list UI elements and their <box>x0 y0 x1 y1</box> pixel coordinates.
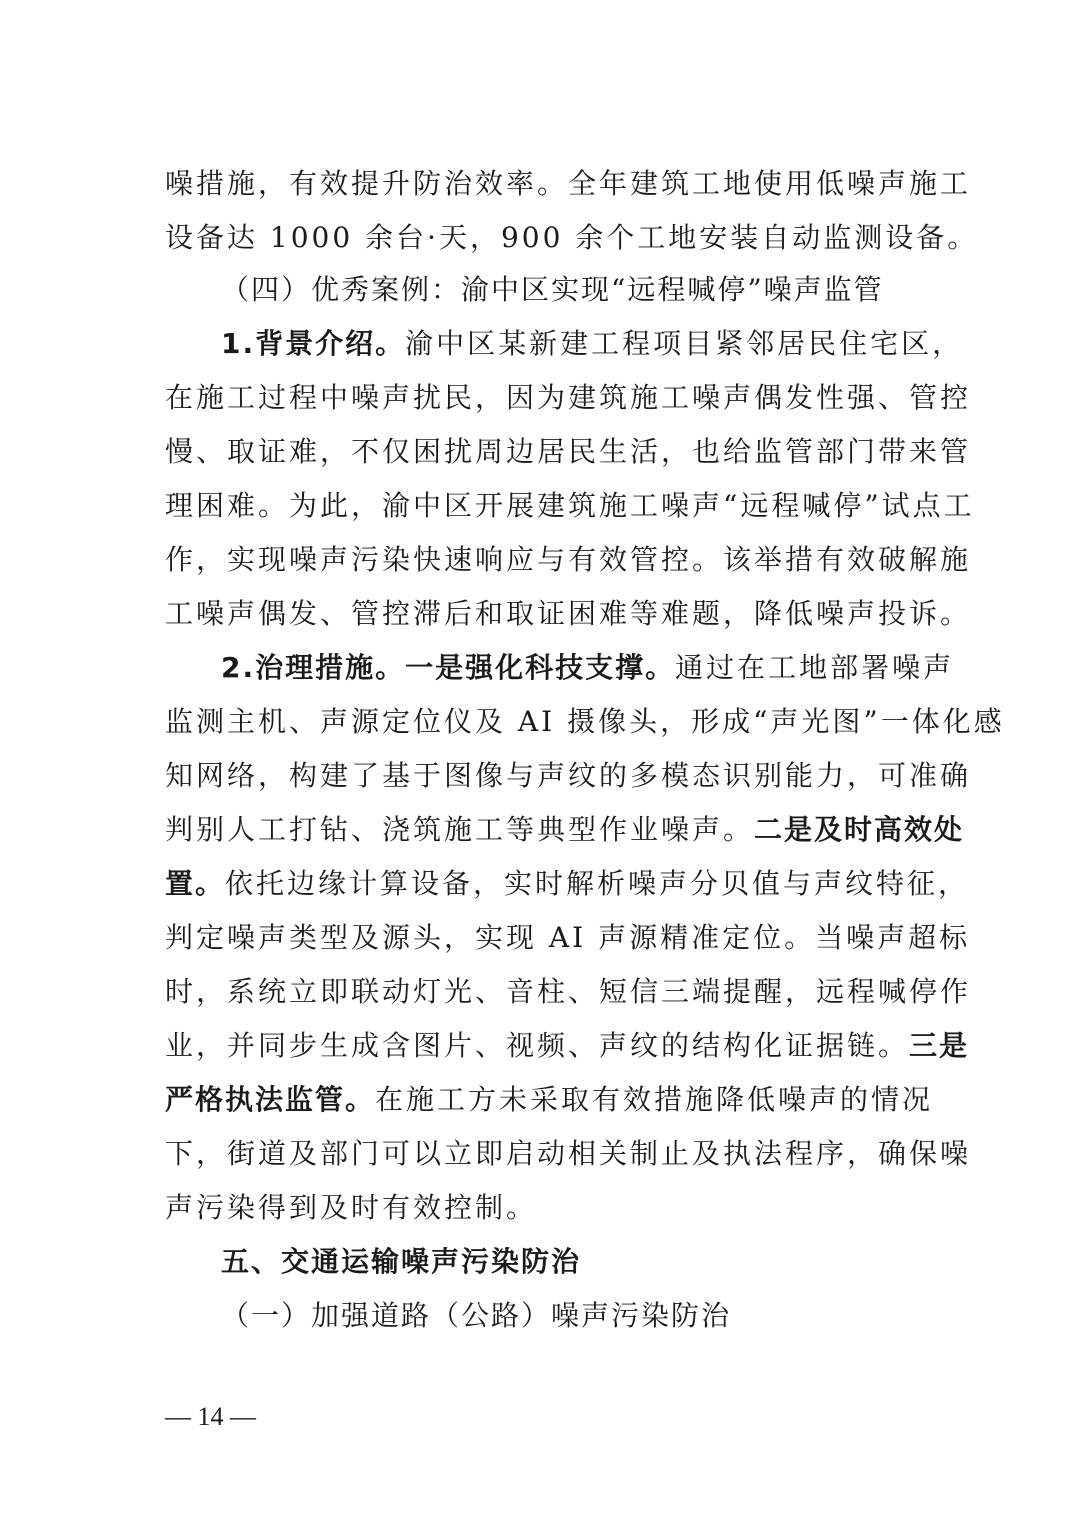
body-text-line: 噪措施，有效提升防治效率。全年建筑工地使用低噪声施工 <box>165 167 972 200</box>
inline-text: 判别人工打钻、浇筑施工等典型作业噪声。 <box>165 813 755 846</box>
body-text-line: 理困难。为此，渝中区开展建筑施工噪声“远程喊停”试点工 <box>165 489 975 522</box>
body-text-line: 判定噪声类型及源头，实现 AI 声源精准定位。当噪声超标 <box>165 921 971 954</box>
point-heading: 一是强化科技支撑。 <box>405 651 676 684</box>
body-text-line: 慢、取证难，不仅困扰周边居民生活，也给监管部门带来管 <box>165 435 972 468</box>
inline-text: 通过在工地部署噪声 <box>675 651 955 684</box>
subsection-heading: （四）优秀案例：渝中区实现“远程喊停”噪声监管 <box>221 273 884 306</box>
body-text-line: 知网络，构建了基于图像与声纹的多模态识别能力，可准确 <box>165 759 972 792</box>
body-text-line: 工噪声偶发、管控滞后和取证困难等难题，降低噪声投诉。 <box>165 597 972 630</box>
point-heading: 三是 <box>909 1029 970 1062</box>
body-text-line: 时，系统立即联动灯光、音柱、短信三端提醒，远程喊停作 <box>165 975 972 1008</box>
body-text-line: 在施工过程中噪声扰民，因为建筑施工噪声偶发性强、管控 <box>165 381 972 414</box>
body-text-line <box>165 812 965 852</box>
body-text-line: 作，实现噪声污染快速响应与有效管控。该举措有效破解施 <box>165 543 972 576</box>
body-text-line <box>165 1082 934 1122</box>
body-text-line <box>165 866 970 906</box>
body-text-line: 监测主机、声源定位仪及 AI 摄像头，形成“声光图”一体化感 <box>165 705 1005 738</box>
inline-text: 业，并同步生成含图片、视频、声纹的结构化证据链。 <box>165 1029 910 1062</box>
body-text-line <box>221 326 964 366</box>
page-number: — 14 — <box>165 1402 256 1431</box>
paragraph-lead: 2.治理措施。 <box>221 651 406 684</box>
point-heading: 严格执法监管。 <box>165 1083 376 1116</box>
body-text-line <box>165 1028 970 1068</box>
point-heading: 二是及时高效处 <box>754 813 965 846</box>
point-heading: 置。 <box>165 867 226 900</box>
body-text-line: 设备达 1000 余台·天，900 余个工地安装自动监测设备。 <box>165 221 979 254</box>
inline-text: 依托边缘计算设备，实时解析噪声分贝值与声纹特征， <box>225 867 970 900</box>
inline-text: 渝中区某新建工程项目紧邻居民住宅区， <box>405 327 964 360</box>
body-text-line <box>221 650 955 690</box>
subsection-heading: （一）加强道路（公路）噪声污染防治 <box>221 1299 732 1332</box>
paragraph-lead: 1.背景介绍。 <box>221 327 406 360</box>
section-heading: 五、交通运输噪声污染防治 <box>221 1245 582 1278</box>
body-text-line: 声污染得到及时有效控制。 <box>165 1191 538 1224</box>
inline-text: 在施工方未采取有效措施降低噪声的情况 <box>375 1083 934 1116</box>
body-text-line: 下，街道及部门可以立即启动相关制止及执法程序，确保噪 <box>165 1137 972 1170</box>
